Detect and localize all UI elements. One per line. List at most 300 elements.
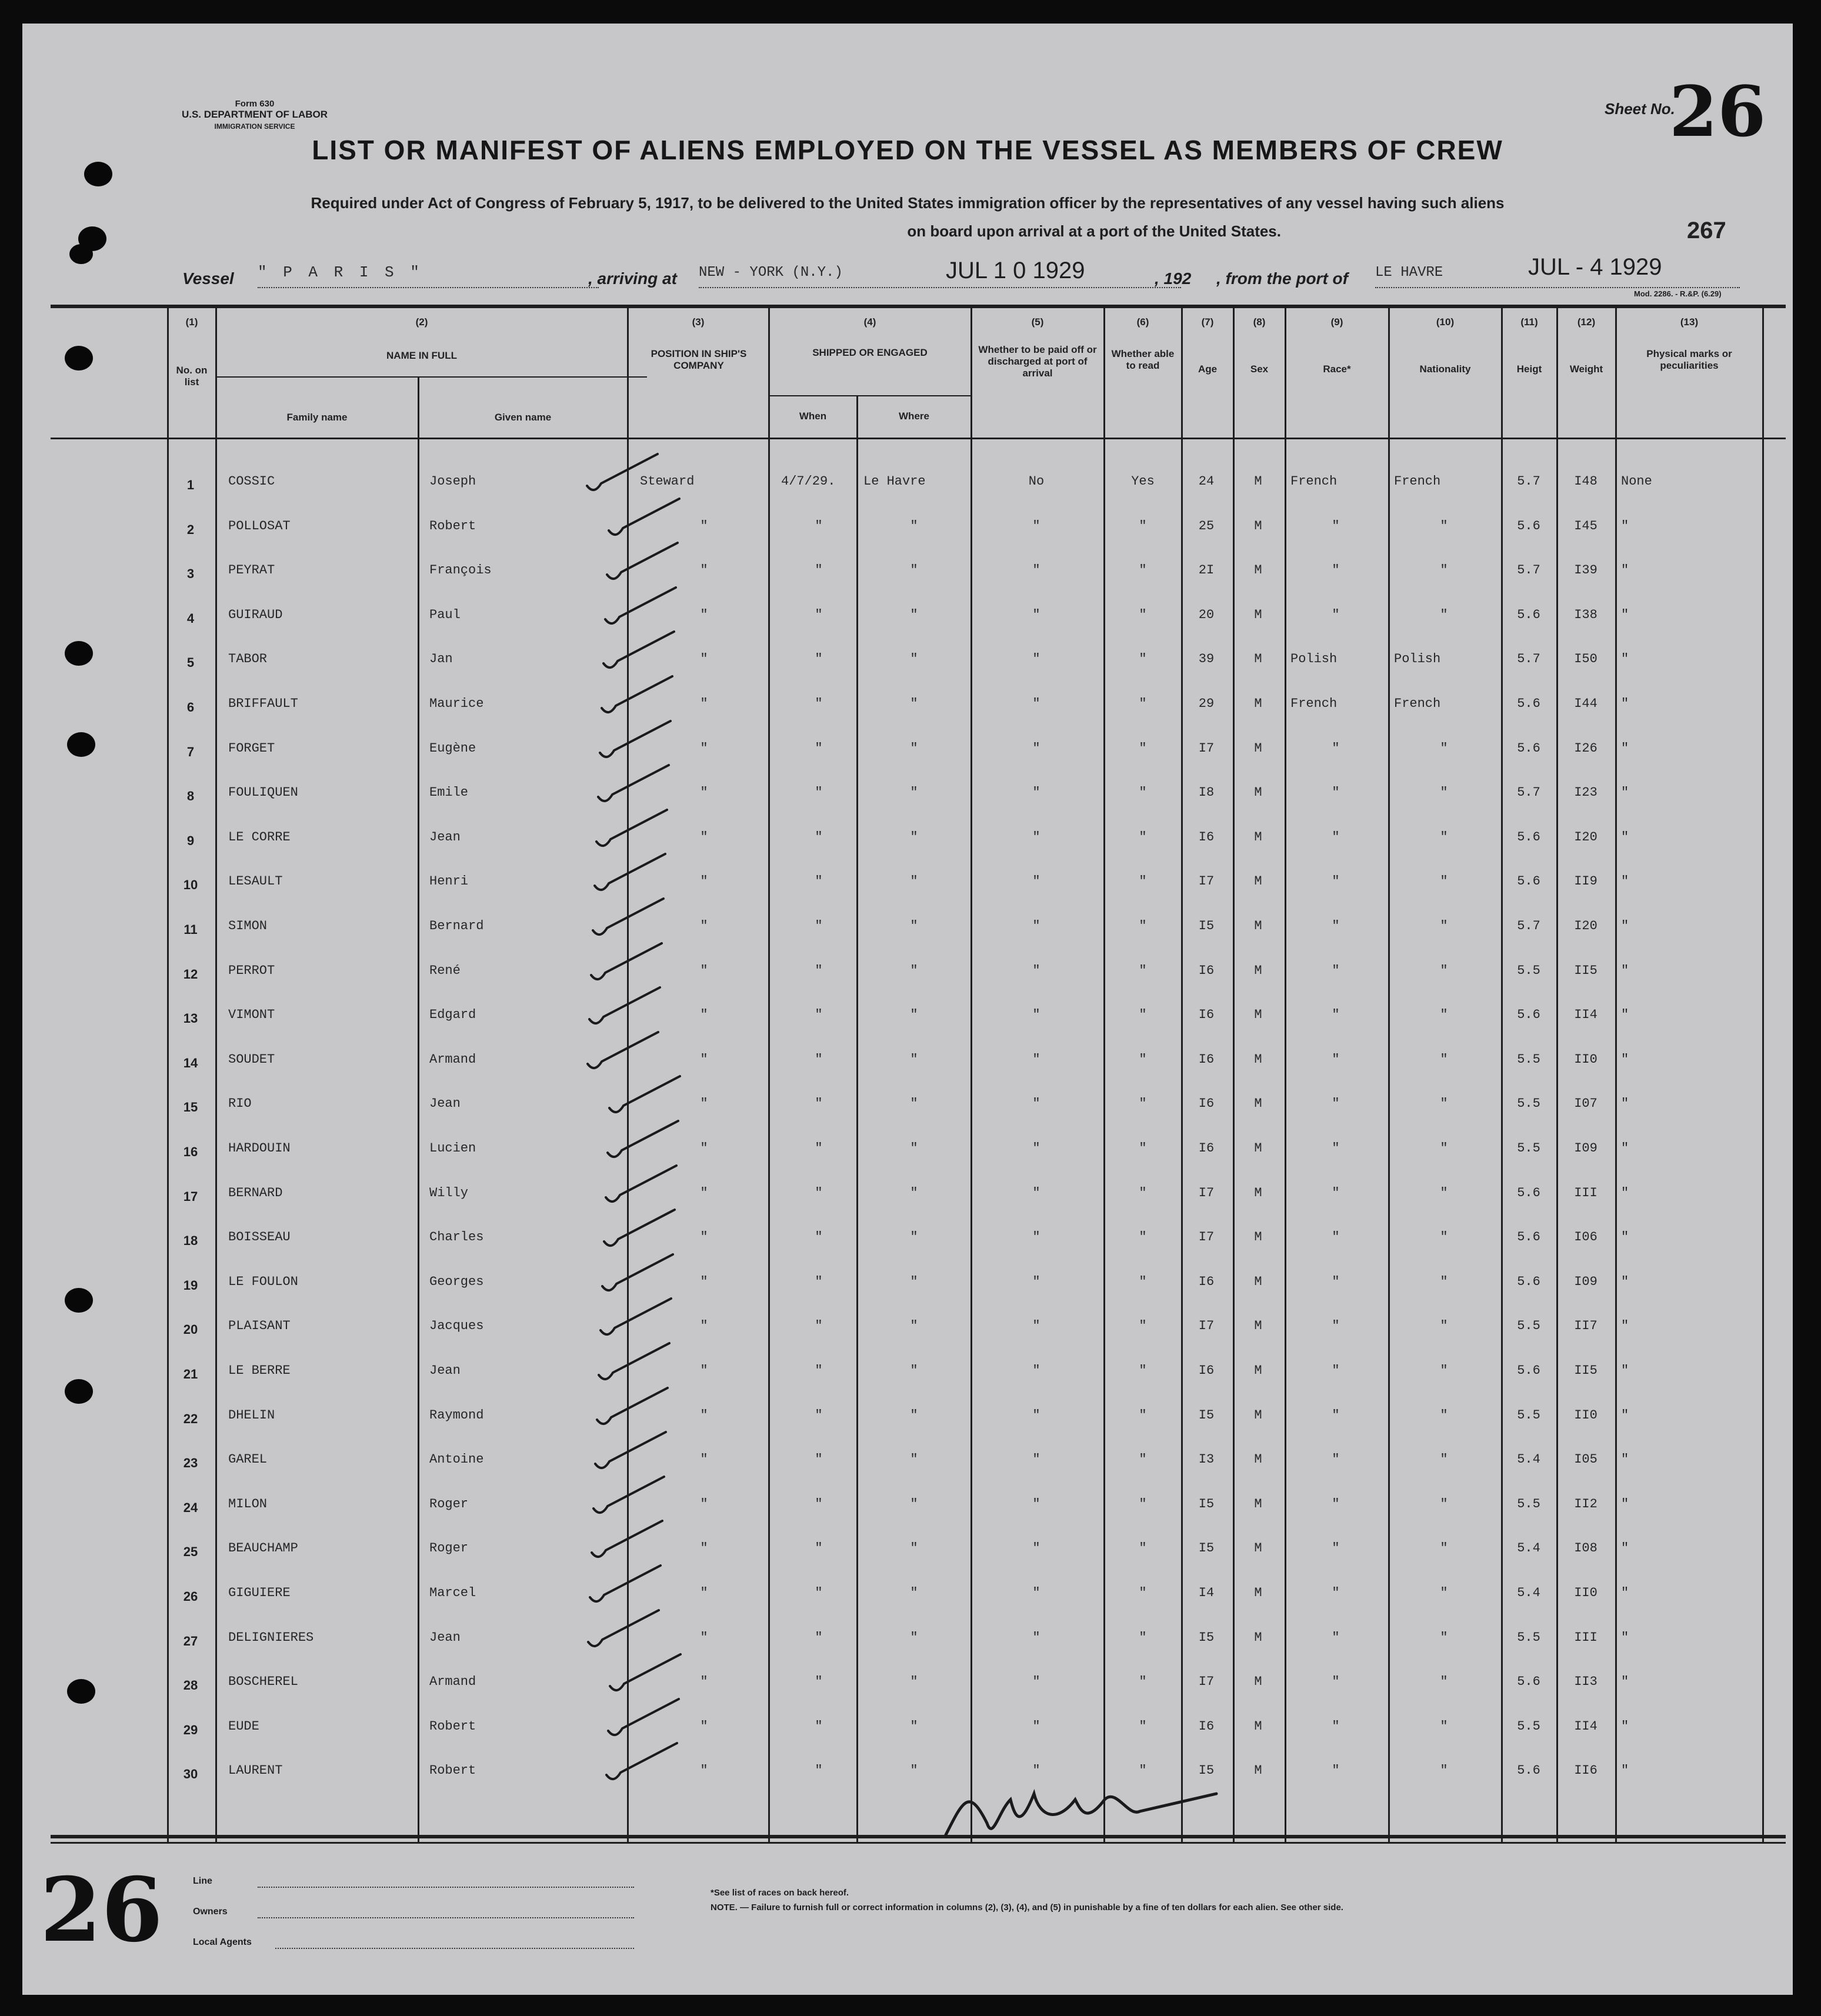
weight-cell: II0: [1574, 1408, 1597, 1423]
weight-cell: I07: [1574, 1096, 1597, 1111]
race-cell: ": [1332, 830, 1340, 845]
check-mark: [604, 1210, 675, 1246]
footer-owners-label: Owners: [193, 1907, 228, 1917]
weight-cell: I06: [1574, 1230, 1597, 1244]
shipped-when-cell: ": [815, 652, 823, 666]
physical-marks-cell: ": [1621, 919, 1629, 933]
able-to-read-cell: ": [1139, 1763, 1147, 1778]
age-cell: 39: [1198, 652, 1215, 666]
physical-marks-cell: ": [1621, 1319, 1629, 1333]
age-cell: I7: [1198, 1319, 1215, 1333]
position-cell: ": [700, 1452, 708, 1467]
sex-cell: M: [1254, 519, 1262, 533]
shipped-when-cell: ": [815, 1363, 823, 1378]
shipped-when-cell: ": [815, 1230, 823, 1244]
family-name-cell: GUIRAUD: [228, 608, 283, 622]
position-cell: ": [700, 1497, 708, 1511]
family-name-cell: PLAISANT: [228, 1319, 291, 1333]
nationality-cell: ": [1440, 1586, 1448, 1600]
age-cell: I7: [1198, 1186, 1215, 1200]
shipped-when-cell: ": [815, 1630, 823, 1645]
shipped-when-cell: ": [815, 741, 823, 756]
nationality-cell: ": [1440, 1186, 1448, 1200]
height-cell: 5.6: [1517, 1674, 1540, 1689]
shipped-where-cell: ": [910, 1719, 918, 1734]
height-cell: 5.6: [1517, 696, 1540, 711]
col13-header: Physical marks or peculiarities: [1646, 348, 1732, 371]
height-cell: 5.4: [1517, 1452, 1540, 1467]
position-cell: ": [700, 1096, 708, 1111]
paid-off-cell: ": [1032, 1319, 1040, 1333]
physical-marks-cell: ": [1621, 1630, 1629, 1645]
col10-header: Nationality: [1419, 363, 1471, 375]
check-mark: [609, 1076, 680, 1112]
stamp-number: 267: [1687, 218, 1726, 243]
height-cell: 5.6: [1517, 741, 1540, 756]
given-name-cell: Robert: [429, 1719, 476, 1734]
row-number-cell: 9: [186, 833, 195, 848]
check-mark: [593, 899, 663, 934]
age-cell: I6: [1198, 963, 1215, 978]
race-cell: French: [1290, 696, 1338, 711]
family-name-cell: LE FOULON: [228, 1274, 298, 1289]
weight-cell: I38: [1574, 608, 1597, 622]
check-mark: [610, 1654, 681, 1690]
paid-off-cell: ": [1032, 874, 1040, 889]
row-number-cell: 30: [183, 1767, 198, 1781]
able-to-read-cell: ": [1139, 963, 1147, 978]
position-cell: ": [700, 1186, 708, 1200]
row-number-cell: 7: [186, 745, 195, 759]
position-cell: ": [700, 1408, 708, 1423]
paid-off-cell: ": [1032, 919, 1040, 933]
given-name-cell: Paul: [429, 608, 461, 622]
nationality-cell: ": [1440, 1452, 1448, 1467]
shipped-when-cell: ": [815, 1052, 823, 1067]
able-to-read-cell: ": [1139, 1230, 1147, 1244]
shipped-where-cell: ": [910, 608, 918, 622]
row-number-cell: 25: [183, 1544, 198, 1559]
physical-marks-cell: ": [1621, 696, 1629, 711]
shipped-when-cell: ": [815, 696, 823, 711]
shipped-where-cell: ": [910, 785, 918, 800]
weight-cell: I45: [1574, 519, 1597, 533]
check-mark: [587, 454, 658, 490]
position-cell: ": [700, 919, 708, 933]
shipped-where-cell: ": [910, 741, 918, 756]
paid-off-cell: ": [1032, 1274, 1040, 1289]
given-name-cell: Joseph: [429, 474, 476, 489]
given-name-cell: Roger: [429, 1541, 469, 1556]
col1-number: (1): [185, 316, 198, 328]
shipped-when-cell: ": [815, 1763, 823, 1778]
height-cell: 5.6: [1517, 1274, 1540, 1289]
race-cell: ": [1332, 1052, 1340, 1067]
physical-marks-cell: None: [1621, 474, 1652, 489]
age-cell: 20: [1198, 608, 1215, 622]
family-name-cell: SOUDET: [228, 1052, 275, 1067]
age-cell: I3: [1198, 1452, 1215, 1467]
family-name-cell: BRIFFAULT: [228, 696, 298, 711]
sex-cell: M: [1254, 1408, 1262, 1423]
nationality-cell: ": [1440, 830, 1448, 845]
given-name-cell: Willy: [429, 1186, 469, 1200]
from-port-label: , from the port of: [1216, 269, 1348, 288]
sex-cell: M: [1254, 1541, 1262, 1556]
able-to-read-cell: ": [1139, 1363, 1147, 1378]
physical-marks-cell: ": [1621, 830, 1629, 845]
arrival-port: NEW - YORK (N.Y.): [699, 265, 843, 281]
arrival-date-stamp: JUL 1 0 1929: [946, 258, 1085, 283]
weight-cell: I20: [1574, 919, 1597, 933]
vessel-name: " P A R I S ": [258, 263, 423, 281]
able-to-read-cell: ": [1139, 696, 1147, 711]
row-number-cell: 23: [183, 1456, 198, 1470]
height-cell: 5.6: [1517, 874, 1540, 889]
footer-agents-label: Local Agents: [193, 1937, 252, 1947]
footer-line-rule: [258, 1887, 634, 1888]
race-cell: ": [1332, 1274, 1340, 1289]
check-mark: [589, 987, 660, 1023]
shipped-when-cell: ": [815, 785, 823, 800]
paid-off-cell: ": [1032, 519, 1040, 533]
row-number-cell: 16: [183, 1144, 198, 1159]
race-cell: ": [1332, 1719, 1340, 1734]
given-name-cell: Lucien: [429, 1141, 476, 1156]
race-cell: ": [1332, 1408, 1340, 1423]
physical-marks-cell: ": [1621, 741, 1629, 756]
position-cell: ": [700, 785, 708, 800]
manifest-sheet: [22, 24, 1793, 1995]
able-to-read-cell: ": [1139, 652, 1147, 666]
row-number-cell: 17: [183, 1189, 198, 1204]
handwritten-marks: [22, 24, 1793, 1995]
weight-cell: III: [1574, 1186, 1597, 1200]
nationality-cell: ": [1440, 1363, 1448, 1378]
given-name-cell: Bernard: [429, 919, 484, 933]
age-cell: I6: [1198, 1052, 1215, 1067]
sex-cell: M: [1254, 1007, 1262, 1022]
family-name-cell: HARDOUIN: [228, 1141, 291, 1156]
age-cell: 25: [1198, 519, 1215, 533]
physical-marks-cell: ": [1621, 1452, 1629, 1467]
shipped-where-cell: ": [910, 563, 918, 578]
form-number: Form 630: [235, 99, 275, 109]
col4-where-header: Where: [899, 410, 929, 422]
row-number-cell: 21: [183, 1367, 198, 1381]
position-cell: ": [700, 1052, 708, 1067]
row-number-cell: 12: [183, 967, 198, 982]
able-to-read-cell: ": [1139, 1674, 1147, 1689]
weight-cell: I44: [1574, 696, 1597, 711]
family-name-cell: GAREL: [228, 1452, 268, 1467]
height-cell: 5.5: [1517, 963, 1540, 978]
row-number-cell: 14: [183, 1056, 198, 1070]
able-to-read-cell: Yes: [1131, 474, 1155, 489]
paid-off-cell: ": [1032, 1497, 1040, 1511]
race-cell: ": [1332, 874, 1340, 889]
paid-off-cell: ": [1032, 1096, 1040, 1111]
nationality-cell: French: [1394, 696, 1441, 711]
age-cell: I6: [1198, 1363, 1215, 1378]
given-name-cell: Jean: [429, 1096, 461, 1111]
col4-when-header: When: [799, 410, 827, 422]
race-cell: ": [1332, 608, 1340, 622]
sex-cell: M: [1254, 1763, 1262, 1778]
nationality-cell: ": [1440, 563, 1448, 578]
position-cell: ": [700, 963, 708, 978]
position-cell: ": [700, 1630, 708, 1645]
height-cell: 5.7: [1517, 563, 1540, 578]
check-mark: [593, 1477, 664, 1513]
col1-header: No. on list: [176, 365, 208, 388]
sheet-number: 26: [1669, 71, 1766, 152]
position-cell: ": [700, 741, 708, 756]
shipped-where-cell: ": [910, 1186, 918, 1200]
race-cell: ": [1332, 1363, 1340, 1378]
check-mark: [606, 1743, 677, 1779]
paid-off-cell: ": [1032, 1763, 1040, 1778]
age-cell: I7: [1198, 1674, 1215, 1689]
shipped-where-cell: ": [910, 1630, 918, 1645]
department-name: U.S. DEPARTMENT OF LABOR: [181, 109, 328, 120]
able-to-read-cell: ": [1139, 1586, 1147, 1600]
paid-off-cell: ": [1032, 1052, 1040, 1067]
age-cell: I6: [1198, 1007, 1215, 1022]
given-name-cell: Charles: [429, 1230, 484, 1244]
weight-cell: I23: [1574, 785, 1597, 800]
check-mark: [600, 721, 671, 757]
age-cell: I6: [1198, 1096, 1215, 1111]
paid-off-cell: ": [1032, 741, 1040, 756]
age-cell: I5: [1198, 1630, 1215, 1645]
paid-off-cell: ": [1032, 1186, 1040, 1200]
family-name-cell: BEAUCHAMP: [228, 1541, 298, 1556]
shipped-where-cell: ": [910, 1007, 918, 1022]
position-cell: ": [700, 1319, 708, 1333]
race-cell: ": [1332, 785, 1340, 800]
check-mark: [596, 810, 667, 846]
physical-marks-cell: ": [1621, 652, 1629, 666]
nationality-cell: ": [1440, 963, 1448, 978]
shipped-where-cell: ": [910, 1363, 918, 1378]
physical-marks-cell: ": [1621, 1541, 1629, 1556]
shipped-when-cell: ": [815, 1007, 823, 1022]
check-mark: [597, 1388, 668, 1424]
paid-off-cell: ": [1032, 963, 1040, 978]
height-cell: 5.5: [1517, 1408, 1540, 1423]
position-cell: ": [700, 1719, 708, 1734]
nationality-cell: ": [1440, 1230, 1448, 1244]
footer-line-label: Line: [193, 1876, 212, 1886]
position-cell: ": [700, 874, 708, 889]
shipped-where-cell: ": [910, 1674, 918, 1689]
weight-cell: II0: [1574, 1586, 1597, 1600]
shipped-where-cell: ": [910, 1408, 918, 1423]
shipped-when-cell: ": [815, 1319, 823, 1333]
col13-number: (13): [1680, 316, 1699, 328]
sex-cell: M: [1254, 1141, 1262, 1156]
col5-number: (5): [1031, 316, 1044, 328]
row-number-cell: 29: [183, 1723, 198, 1737]
height-cell: 5.5: [1517, 1319, 1540, 1333]
weight-cell: II5: [1574, 963, 1597, 978]
physical-marks-cell: ": [1621, 1007, 1629, 1022]
physical-marks-cell: ": [1621, 1052, 1629, 1067]
row-number-cell: 15: [183, 1100, 198, 1114]
physical-marks-cell: ": [1621, 785, 1629, 800]
age-cell: I6: [1198, 1719, 1215, 1734]
position-cell: ": [700, 1541, 708, 1556]
race-cell: ": [1332, 963, 1340, 978]
height-cell: 5.5: [1517, 1497, 1540, 1511]
given-name-cell: Robert: [429, 1763, 476, 1778]
shipped-when-cell: ": [815, 830, 823, 845]
footer-agents-rule: [275, 1948, 634, 1949]
race-cell: ": [1332, 563, 1340, 578]
paid-off-cell: ": [1032, 1541, 1040, 1556]
row-number-cell: 27: [183, 1634, 198, 1648]
able-to-read-cell: ": [1139, 1319, 1147, 1333]
shipped-where-cell: ": [910, 919, 918, 933]
able-to-read-cell: ": [1139, 1630, 1147, 1645]
nationality-cell: ": [1440, 1719, 1448, 1734]
row-number-cell: 22: [183, 1411, 198, 1426]
able-to-read-cell: ": [1139, 874, 1147, 889]
position-cell: ": [700, 1007, 708, 1022]
age-cell: I7: [1198, 874, 1215, 889]
age-cell: I5: [1198, 1763, 1215, 1778]
check-mark: [608, 1699, 679, 1735]
given-name-cell: Raymond: [429, 1408, 484, 1423]
sex-cell: M: [1254, 1274, 1262, 1289]
shipped-where-cell: ": [910, 874, 918, 889]
sex-cell: M: [1254, 963, 1262, 978]
shipped-where-cell: ": [910, 1230, 918, 1244]
height-cell: 5.7: [1517, 474, 1540, 489]
sex-cell: M: [1254, 696, 1262, 711]
nationality-cell: ": [1440, 919, 1448, 933]
age-cell: 29: [1198, 696, 1215, 711]
shipped-when-cell: ": [815, 519, 823, 533]
age-cell: I7: [1198, 741, 1215, 756]
family-name-cell: FORGET: [228, 741, 275, 756]
given-name-cell: René: [429, 963, 461, 978]
shipped-where-cell: Le Havre: [863, 474, 926, 489]
col9-number: (9): [1330, 316, 1343, 328]
family-name-cell: BERNARD: [228, 1186, 283, 1200]
sex-cell: M: [1254, 1363, 1262, 1378]
race-cell: ": [1332, 1230, 1340, 1244]
nationality-cell: ": [1440, 1541, 1448, 1556]
able-to-read-cell: ": [1139, 785, 1147, 800]
given-name-cell: Eugène: [429, 741, 476, 756]
given-name-cell: Edgard: [429, 1007, 476, 1022]
sex-cell: M: [1254, 1719, 1262, 1734]
shipped-when-cell: ": [815, 963, 823, 978]
height-cell: 5.7: [1517, 652, 1540, 666]
able-to-read-cell: ": [1139, 1007, 1147, 1022]
shipped-where-cell: ": [910, 830, 918, 845]
race-cell: ": [1332, 1763, 1340, 1778]
physical-marks-cell: ": [1621, 1763, 1629, 1778]
shipped-where-cell: ": [910, 1052, 918, 1067]
sex-cell: M: [1254, 1630, 1262, 1645]
height-cell: 5.6: [1517, 1763, 1540, 1778]
check-mark: [607, 543, 678, 579]
row-number-cell: 24: [183, 1500, 198, 1515]
given-name-cell: Georges: [429, 1274, 484, 1289]
sex-cell: M: [1254, 1319, 1262, 1333]
weight-cell: I09: [1574, 1274, 1597, 1289]
able-to-read-cell: ": [1139, 1541, 1147, 1556]
row-number-cell: 26: [183, 1589, 198, 1604]
nationality-cell: ": [1440, 785, 1448, 800]
able-to-read-cell: ": [1139, 1052, 1147, 1067]
age-cell: I4: [1198, 1586, 1215, 1600]
sex-cell: M: [1254, 919, 1262, 933]
position-cell: ": [700, 1230, 708, 1244]
physical-marks-cell: ": [1621, 1674, 1629, 1689]
service-name: IMMIGRATION SERVICE: [214, 122, 295, 131]
check-mark: [588, 1610, 659, 1646]
shipped-when-cell: ": [815, 1186, 823, 1200]
footer-sheet-number: 26: [40, 1858, 163, 1962]
position-cell: ": [700, 1674, 708, 1689]
given-name-cell: Henri: [429, 874, 469, 889]
position-cell: ": [700, 652, 708, 666]
paid-off-cell: ": [1032, 830, 1040, 845]
physical-marks-cell: ": [1621, 519, 1629, 533]
given-name-cell: Roger: [429, 1497, 469, 1511]
position-cell: ": [700, 696, 708, 711]
check-mark: [592, 1521, 662, 1557]
race-cell: ": [1332, 741, 1340, 756]
able-to-read-cell: ": [1139, 1719, 1147, 1734]
requirement-line-1: Required under Act of Congress of February 5, 1917, to be delivered to the United States immigration officer by the representatives of any vessel having such aliens: [311, 194, 1505, 212]
age-cell: I8: [1198, 785, 1215, 800]
sex-cell: M: [1254, 1096, 1262, 1111]
weight-cell: I09: [1574, 1141, 1597, 1156]
age-cell: I7: [1198, 1230, 1215, 1244]
given-name-cell: Emile: [429, 785, 469, 800]
family-name-cell: FOULIQUEN: [228, 785, 298, 800]
height-cell: 5.4: [1517, 1586, 1540, 1600]
check-mark: [595, 854, 665, 890]
physical-marks-cell: ": [1621, 563, 1629, 578]
shipped-when-cell: ": [815, 1408, 823, 1423]
weight-cell: I50: [1574, 652, 1597, 666]
row-number-cell: 3: [186, 566, 195, 581]
position-cell: ": [700, 563, 708, 578]
sex-cell: M: [1254, 741, 1262, 756]
row-number-cell: 18: [183, 1233, 198, 1248]
able-to-read-cell: ": [1139, 919, 1147, 933]
weight-cell: I26: [1574, 741, 1597, 756]
weight-cell: I05: [1574, 1452, 1597, 1467]
family-name-cell: BOSCHEREL: [228, 1674, 298, 1689]
paid-off-cell: ": [1032, 1674, 1040, 1689]
race-cell: ": [1332, 1674, 1340, 1689]
given-name-cell: Antoine: [429, 1452, 484, 1467]
vessel-label: Vessel: [182, 269, 234, 288]
race-cell: ": [1332, 1096, 1340, 1111]
paid-off-cell: ": [1032, 1363, 1040, 1378]
sex-cell: M: [1254, 474, 1262, 489]
col7-header: Age: [1198, 363, 1218, 375]
col2-header: NAME IN FULL: [386, 350, 457, 361]
shipped-when-cell: ": [815, 1541, 823, 1556]
